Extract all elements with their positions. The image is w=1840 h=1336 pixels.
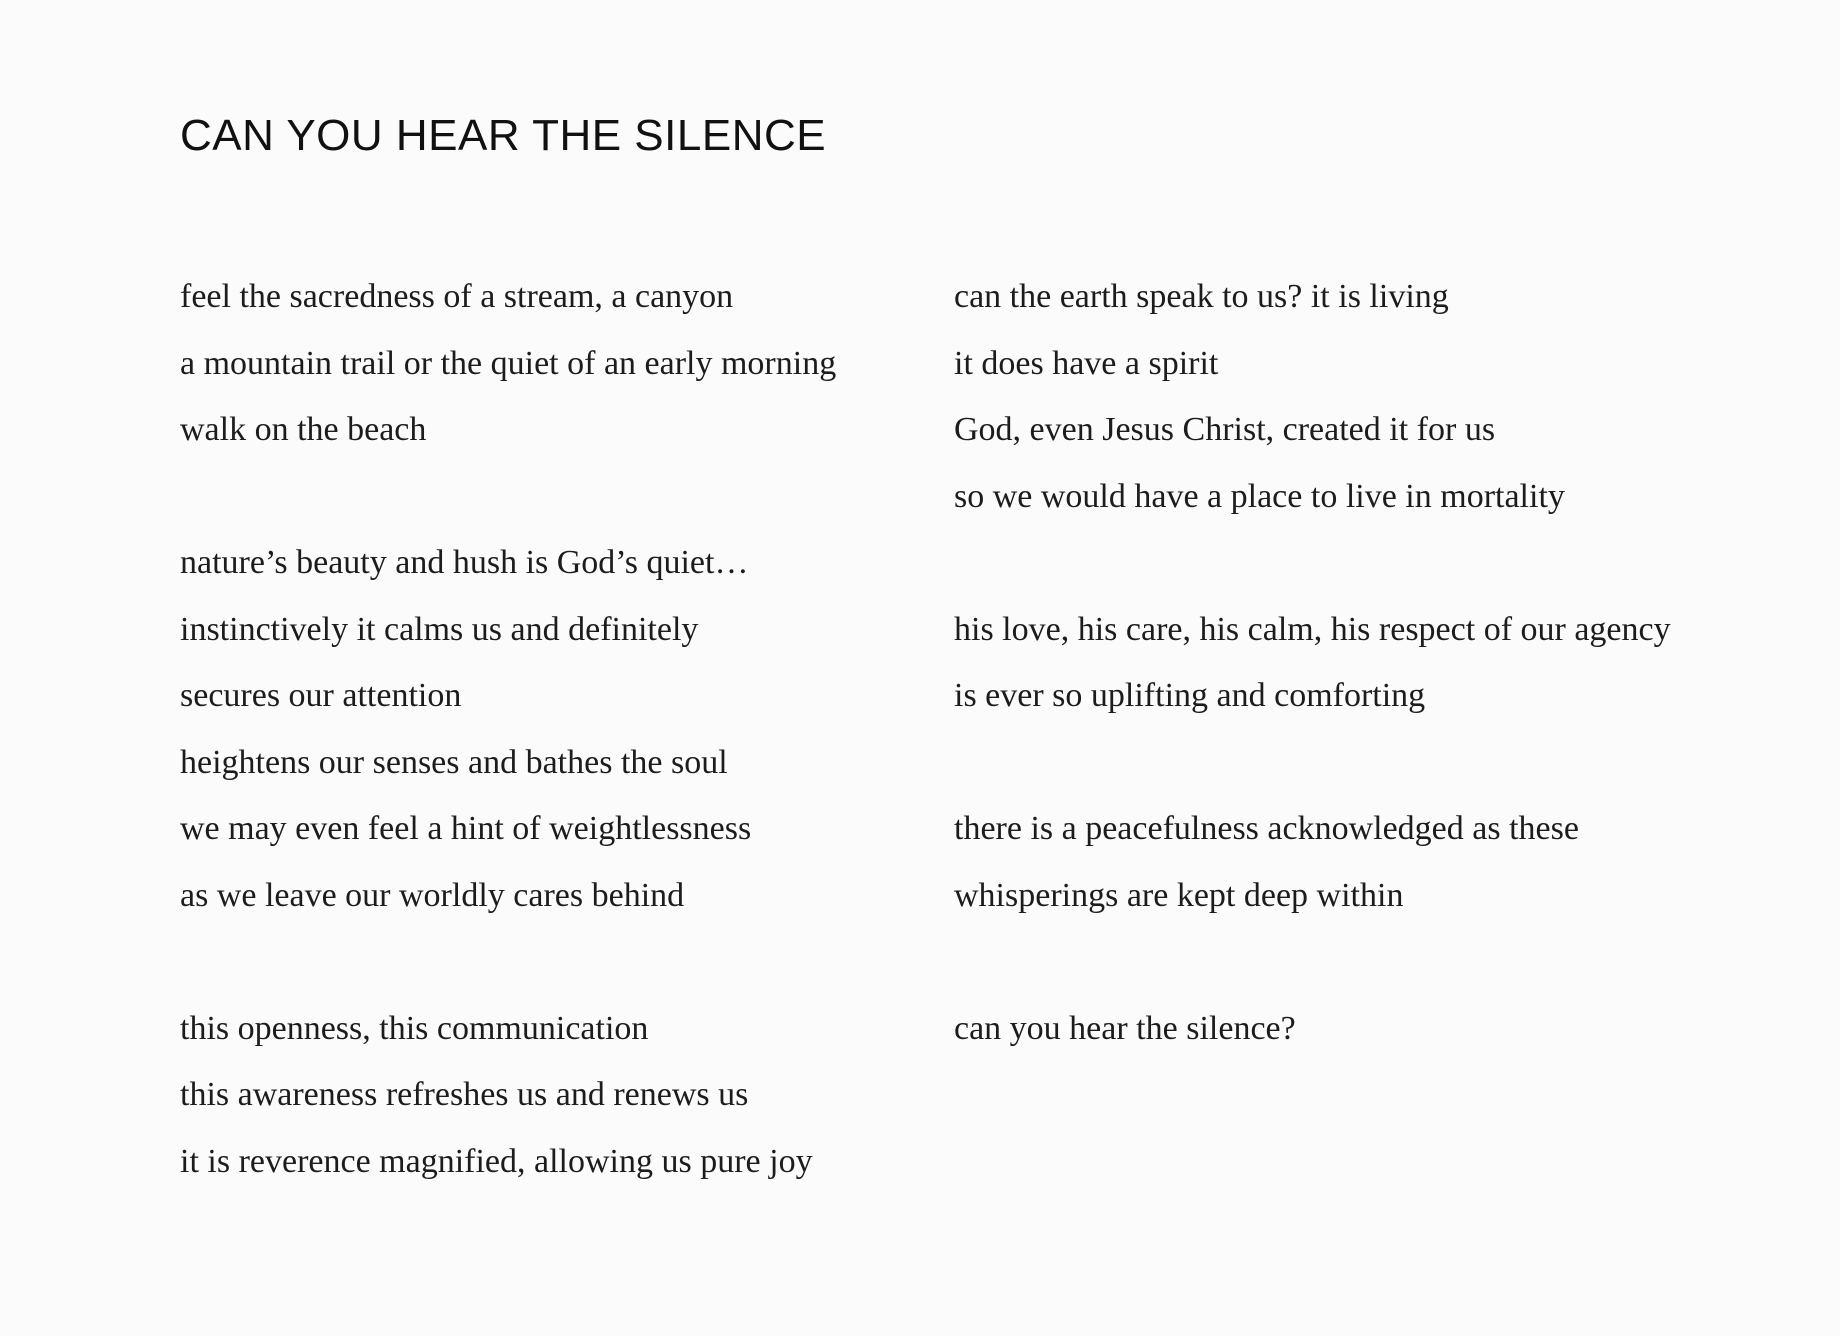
stanza <box>954 996 1714 1063</box>
right-column <box>954 264 1714 1062</box>
poem-line: there is a peacefulness acknowledged as these <box>954 810 1579 847</box>
stanza <box>954 597 1714 730</box>
poem-line: instinctively it calms us and definitely <box>180 610 699 648</box>
poem-line: this openness, this communication <box>180 1009 649 1047</box>
poem-line: God, even Jesus Christ, created it for us <box>954 411 1496 448</box>
poem-line: it is reverence magnified, allowing us pure joy <box>180 1142 813 1180</box>
poem-line: we may even feel a hint of weightlessness <box>180 810 752 847</box>
poem-line: secures our attention <box>180 677 462 714</box>
poem-line: heightens our senses and bathes the soul <box>180 743 728 781</box>
poem-line: as we leave our worldly cares behind <box>180 876 685 914</box>
stanza <box>180 996 940 1196</box>
poem-line: is ever so uplifting and comforting <box>954 677 1426 714</box>
poem-line: nature’s beauty and hush is God’s quiet… <box>180 544 749 581</box>
poem-line: can the earth speak to us? it is living <box>954 278 1449 315</box>
left-column <box>180 264 940 1195</box>
poem-line: so we would have a place to live in mortality <box>954 477 1565 515</box>
poem-line: his love, his care, his calm, his respect of our agency <box>954 610 1671 648</box>
poem-line: can you hear the silence? <box>954 1009 1296 1047</box>
poem-title: CAN YOU HEAR THE SILENCE <box>180 111 827 160</box>
stanza <box>954 264 1714 530</box>
stanza <box>180 264 940 464</box>
poem-line: walk on the beach <box>180 411 427 448</box>
poem-line: feel the sacredness of a stream, a canyon <box>180 278 734 315</box>
poem-line: whisperings are kept deep within <box>954 876 1404 914</box>
stanza <box>180 530 940 929</box>
stanza <box>954 796 1714 929</box>
poem-line: it does have a spirit <box>954 344 1219 382</box>
poem-line: this awareness refreshes us and renews us <box>180 1076 749 1113</box>
poem-line: a mountain trail or the quiet of an early morning <box>180 344 837 382</box>
